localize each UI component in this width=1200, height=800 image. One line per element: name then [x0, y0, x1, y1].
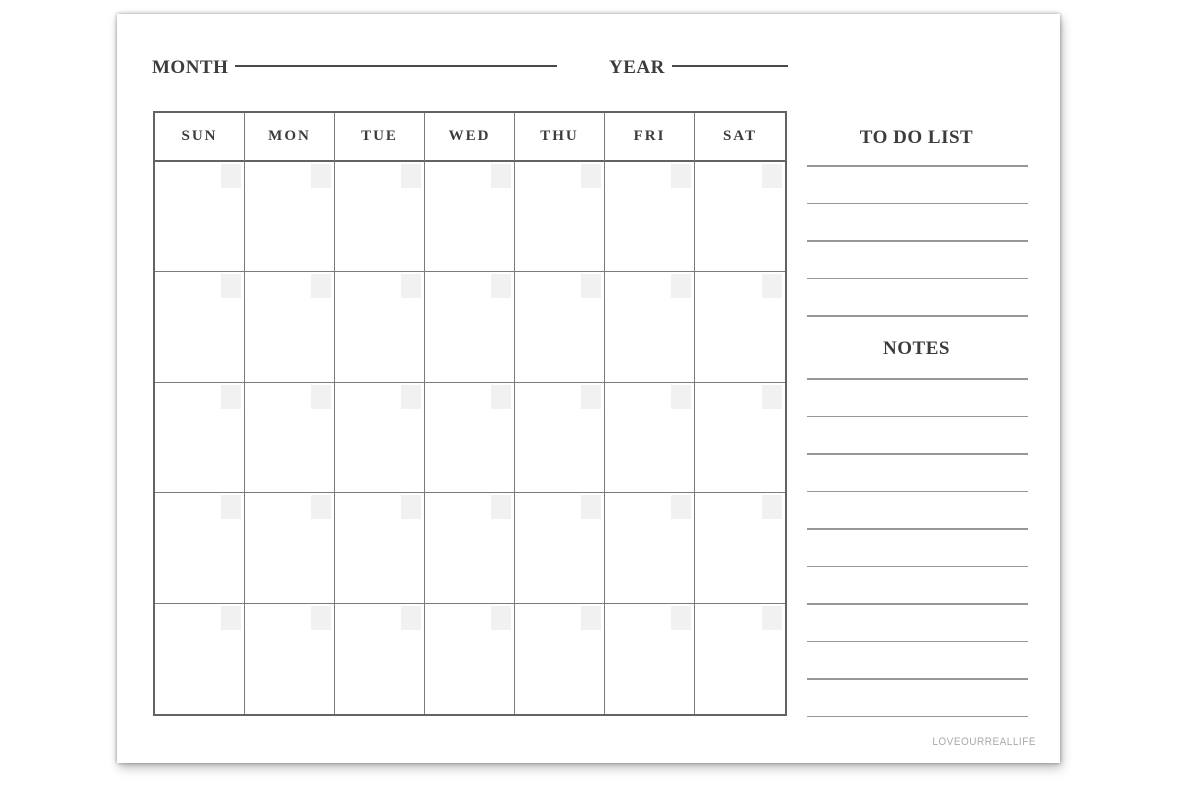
calendar-cell: [245, 272, 335, 382]
sidebar: [805, 14, 1028, 763]
calendar-cell: [155, 604, 245, 714]
date-number-box: [671, 606, 691, 630]
notes-line: [807, 378, 1028, 380]
calendar-cell: [245, 493, 335, 603]
calendar-cell: [695, 493, 785, 603]
date-number-box: [491, 606, 511, 630]
date-number-box: [311, 606, 331, 630]
date-number-box: [221, 164, 241, 188]
date-number-box: [401, 385, 421, 409]
calendar-cell: [155, 162, 245, 272]
calendar-cell: [335, 162, 425, 272]
calendar-cell: [605, 162, 695, 272]
notes-line: [807, 491, 1028, 493]
calendar-cell: [515, 383, 605, 493]
calendar-cell: [155, 493, 245, 603]
day-header-mon: MON: [245, 113, 335, 162]
date-number-box: [671, 495, 691, 519]
day-header-tue: TUE: [335, 113, 425, 162]
date-number-box: [671, 385, 691, 409]
date-number-box: [762, 385, 782, 409]
calendar-cell: [335, 493, 425, 603]
calendar-cell: [335, 383, 425, 493]
todo-line: [807, 165, 1028, 167]
calendar-cell: [605, 272, 695, 382]
day-header-wed: WED: [425, 113, 515, 162]
notes-line: [807, 603, 1028, 605]
date-number-box: [581, 606, 601, 630]
calendar-cell: [695, 383, 785, 493]
month-label: MONTH: [152, 57, 229, 78]
date-number-box: [491, 495, 511, 519]
calendar-cell: [605, 493, 695, 603]
date-number-box: [762, 164, 782, 188]
calendar-cell: [605, 604, 695, 714]
calendar-cell: [515, 162, 605, 272]
date-number-box: [762, 274, 782, 298]
notes-line: [807, 453, 1028, 455]
date-number-box: [581, 164, 601, 188]
day-header-fri: FRI: [605, 113, 695, 162]
printable-calendar-page: [117, 14, 1060, 763]
calendar-cell: [695, 162, 785, 272]
calendar-cell: [425, 604, 515, 714]
calendar-cell: [515, 272, 605, 382]
date-number-box: [221, 606, 241, 630]
date-number-box: [311, 164, 331, 188]
notes-line: [807, 716, 1028, 718]
date-number-box: [401, 495, 421, 519]
calendar-cell: [515, 604, 605, 714]
calendar-cell: [155, 272, 245, 382]
notes-heading: NOTES: [883, 338, 950, 359]
date-number-box: [762, 606, 782, 630]
date-number-box: [221, 495, 241, 519]
brand-credit: LOVEOURREALLIFE: [932, 736, 1036, 749]
notes-line: [807, 678, 1028, 680]
calendar-cell: [245, 162, 335, 272]
date-number-box: [221, 385, 241, 409]
date-number-box: [221, 274, 241, 298]
day-header-sun: SUN: [155, 113, 245, 162]
calendar-cell: [245, 604, 335, 714]
calendar-cell: [425, 272, 515, 382]
notes-line: [807, 416, 1028, 418]
notes-line: [807, 566, 1028, 568]
date-number-box: [581, 385, 601, 409]
day-header-sat: SAT: [695, 113, 785, 162]
calendar-cell: [425, 383, 515, 493]
notes-line: [807, 528, 1028, 530]
calendar-cell: [335, 272, 425, 382]
todo-line: [807, 278, 1028, 280]
year-label: YEAR: [609, 57, 665, 78]
todo-line: [807, 203, 1028, 205]
calendar-cell: [425, 493, 515, 603]
date-number-box: [671, 274, 691, 298]
todo-list-heading: TO DO LIST: [859, 127, 974, 148]
year-blank-line: [672, 65, 788, 67]
date-number-box: [671, 164, 691, 188]
date-number-box: [311, 385, 331, 409]
date-number-box: [401, 274, 421, 298]
calendar-cell: [695, 604, 785, 714]
date-number-box: [311, 495, 331, 519]
month-blank-line: [235, 65, 557, 67]
calendar-cell: [245, 383, 335, 493]
calendar-cell: [425, 162, 515, 272]
calendar-cell: [335, 604, 425, 714]
date-number-box: [401, 164, 421, 188]
calendar-grid: [153, 111, 787, 716]
date-number-box: [581, 495, 601, 519]
date-number-box: [491, 164, 511, 188]
calendar-cell: [695, 272, 785, 382]
calendar-cell: [515, 493, 605, 603]
day-header-thu: THU: [515, 113, 605, 162]
date-number-box: [401, 606, 421, 630]
todo-line: [807, 240, 1028, 242]
date-number-box: [491, 385, 511, 409]
date-number-box: [491, 274, 511, 298]
todo-line: [807, 315, 1028, 317]
calendar-cell: [605, 383, 695, 493]
calendar-cell: [155, 383, 245, 493]
date-number-box: [311, 274, 331, 298]
date-number-box: [581, 274, 601, 298]
date-number-box: [762, 495, 782, 519]
notes-line: [807, 641, 1028, 643]
